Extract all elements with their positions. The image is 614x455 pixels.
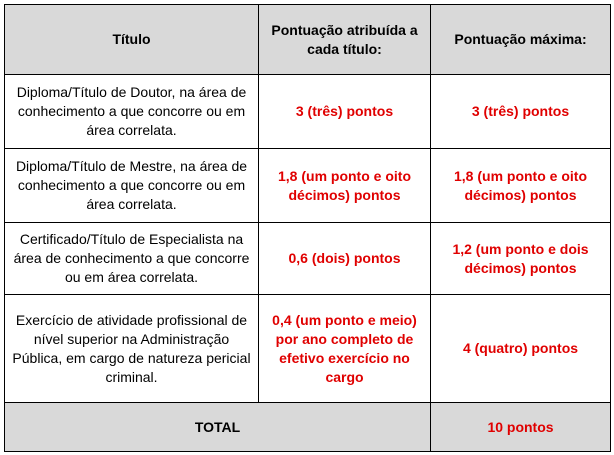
- row-title: Diploma/Título de Doutor, na área de conhecimento a que concorre ou em área correlata.: [5, 75, 259, 149]
- row-points-max: 4 (quatro) pontos: [431, 295, 611, 403]
- row-points-each: 0,4 (um ponto e meio) por ano completo de efetivo exercício no cargo: [259, 295, 431, 403]
- header-title: Título: [5, 5, 259, 75]
- row-points-each: 1,8 (um ponto e oito décimos) pontos: [259, 149, 431, 223]
- table-row: [5, 223, 611, 295]
- row-title: Certificado/Título de Especialista na área de conhecimento a que concorre ou em área correlata.: [5, 223, 259, 295]
- table-row: [5, 75, 611, 149]
- total-value: 10 pontos: [431, 403, 611, 452]
- table-row: [5, 295, 611, 403]
- table-header-row: [5, 5, 611, 75]
- row-points-each: 0,6 (dois) pontos: [259, 223, 431, 295]
- row-points-max: 3 (três) pontos: [431, 75, 611, 149]
- row-points-max: 1,2 (um ponto e dois décimos) pontos: [431, 223, 611, 295]
- header-points-each: Pontuação atribuída a cada título:: [259, 5, 431, 75]
- table-row: [5, 149, 611, 223]
- row-points-each: 3 (três) pontos: [259, 75, 431, 149]
- score-table: [4, 4, 611, 452]
- row-title: Exercício de atividade profissional de nível superior na Administração Pública, em cargo de natureza pericial criminal.: [5, 295, 259, 403]
- total-row: [5, 403, 611, 452]
- header-points-max: Pontuação máxima:: [431, 5, 611, 75]
- total-label: TOTAL: [5, 403, 431, 452]
- row-title: Diploma/Título de Mestre, na área de conhecimento a que concorre ou em área correlata.: [5, 149, 259, 223]
- row-points-max: 1,8 (um ponto e oito décimos) pontos: [431, 149, 611, 223]
